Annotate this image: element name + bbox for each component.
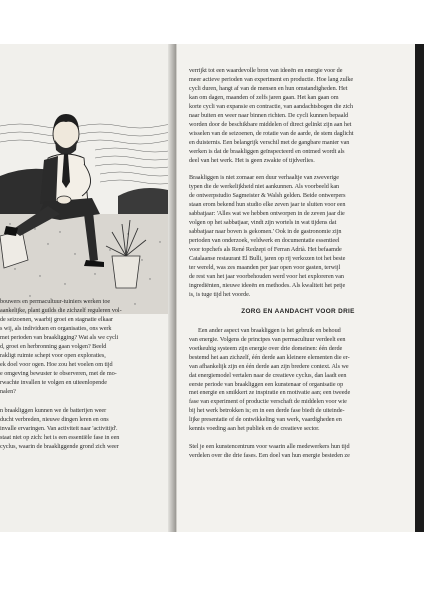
text-line: e omgeving bewuster te observeren, met de mo- [0, 370, 117, 378]
text-line: de ontwerpstudio Sagmeister & Walsh gelden. Beide ontwerpers [189, 192, 346, 200]
text-line: meer actieve perioden van experiment en productie. Hoe lang zulke [189, 75, 354, 83]
text-line: ter wereld, was zes maanden per jaar open voor gasten, terwijl [189, 264, 341, 272]
right-paragraph-4 [189, 443, 407, 461]
text-line: Stel je een kunstencentrum voor waarin alle medewerkers hun tijd [189, 443, 350, 451]
text-line: met energie en smikkert ze inspiratie en motivatie aan; een tweede [189, 389, 351, 397]
right-page [176, 44, 415, 532]
text-line: werken is dat de braakliggen geïnspecteerd en ontmed wordt als [189, 147, 345, 155]
text-line: verrijkt tot een waardevolle bron van ideeën en energie voor de [189, 67, 343, 74]
right-body-text [189, 67, 407, 461]
right-paragraph-2 [189, 174, 407, 299]
text-line: nalen? [0, 388, 16, 396]
text-line: bij het werk betrokken is; en in een derde fase biedt de uiteinde- [189, 407, 345, 415]
text-line: Een ander aspect van braakliggen is het gebruik en behoud [198, 326, 341, 334]
text-line: lijke presentatie of de ontwikkeling van werk, vaardigheden en [189, 416, 342, 424]
text-line: wisselen van de seizoenen, de rotatie van de aarde, de stem daglicht [189, 129, 354, 137]
text-line: perioden van onderzoek, veldwerk en documentatie essentieel [189, 237, 340, 245]
text-line: bestemd het aan zichzelf, één derde aan kleinere elementen die er- [189, 353, 350, 361]
text-line: kennis voeding aan het publiek en de creatieve sector. [189, 425, 320, 433]
text-line: worden door de beschikbare middelen of direct gelinkt zijn aan het [189, 120, 352, 128]
text-line: typen die de werkelijkheid niet aankunnen. Als voorbeeld kan [189, 183, 340, 191]
text-line: invalle ervaringen. Van activiteit naar 'activitijd'. [0, 424, 118, 432]
text-line: ducht verbreden, nieuwe dingen leren en ons [0, 415, 109, 423]
text-line: fase van experiment of productie verschaft de middelen voor wie [189, 398, 347, 406]
text-line: Catalaanse restaurant El Bulli, jaren op rij verkozen tot het beste [189, 255, 346, 263]
text-line: cycli duren, hangt af van de mensen en hun omstandigheden. Het [189, 84, 348, 92]
text-line: kan om dagen, maanden of zelfs jaren gaan. Het kan gaan om [189, 93, 339, 101]
text-line: met perioden van braakligging? Wat als we cycli [0, 334, 119, 342]
illustration-man-seated-icon [0, 64, 180, 314]
text-line: de rest van het jaar voorbehouden werd voor het exploreren van [189, 272, 344, 280]
text-line: staat niet op zich: het is een essentiële fase in een [0, 433, 120, 441]
text-line: d, groei en herbronning gaan volgen? Beeld [0, 343, 107, 351]
right-paragraph-3 [189, 327, 407, 434]
text-line: en duisternis. Een belangrijk verschil met de gangbare manier van [189, 138, 350, 146]
left-paragraph-1 [0, 297, 168, 397]
text-line: deel van het werk. Het is geen zwakte of tijdverlies. [189, 156, 315, 164]
text-line: korte cycli van expansie en contractie, van aandachtsbogen die zich [189, 102, 353, 110]
text-line: van afhankelijk zijn en één derde aan zijn bredere context. Als we [189, 362, 349, 370]
text-line: van energie. Volgens de principes van permacultuur verdeelt een [189, 335, 346, 343]
text-line: is, is tuge tijd het voorde. [189, 290, 251, 298]
text-line: naar buiten en weer naar binnen richten. De cycli kunnen bepaald [189, 111, 349, 119]
text-line: voor topchefs als René Redzepi of Ferran Adrià. Het befaamde [189, 246, 342, 254]
text-line: Braakliggen is niet zomaar een duur verhaaltje van zweverige [189, 174, 339, 182]
text-line: volgen op het sabbatjaar, vindt zijn wortels in wat tijdens dat [189, 219, 337, 227]
text-line: de seizoenen, waarbij groei en stagnatie elkaar [0, 316, 113, 324]
text-line: rwachte invallen te volgen en uiteenlopende [0, 379, 107, 387]
book-spread [0, 44, 424, 532]
text-line: n braakliggen kunnen we de batterijen weer [0, 406, 107, 414]
text-line: rakligt ruimte schept voor open exploraties, [0, 352, 106, 360]
left-paragraph-2 [0, 406, 168, 451]
text-line: aankelijke, plant guilds die zichzelf reguleren vol- [0, 307, 122, 315]
left-page [0, 44, 196, 532]
text-line: cyclus, waarin de braakliggende grond zich weer [0, 442, 119, 450]
text-line: dat energiemodel vertalen naar de creatieve cyclus, dan laadt een [189, 371, 347, 379]
section-heading: ZORG EN AANDACHT VOOR DRIE [241, 307, 355, 315]
text-line: voetkeuhig systeem zijn energie over drie domeinen: één derde [189, 344, 343, 352]
right-paragraph-1 [189, 67, 407, 165]
text-line: ingrediënten, nieuwe ideeën en methodes. Als kwaliteit het petje [189, 281, 346, 289]
left-body-text [0, 297, 168, 451]
text-line: eerste periode van braakliggen een kunstenaar of organisatie op [189, 380, 344, 388]
text-line: s wij, als individuen en organisaties, ons werk [0, 325, 112, 333]
text-line: staan erom bekend hun studio elke zeven jaar te sluiten voor een [189, 201, 346, 209]
text-line: bouwers en permacultuur-tuiniers werken toe [0, 298, 111, 305]
text-line: sabbatjaar: 'Alles wat we hebben ontworpen in de zeven jaar die [189, 210, 345, 218]
text-line: sabbatjaar naar boven is gekomen.' Ook in de gastronomie zijn [189, 228, 342, 236]
text-line: ek doel voor ogen. Hoe zou het voelen om tijd [0, 361, 113, 369]
text-line: verdelen over die drie fases. Een doel van hun energie besteden ze [189, 452, 350, 460]
